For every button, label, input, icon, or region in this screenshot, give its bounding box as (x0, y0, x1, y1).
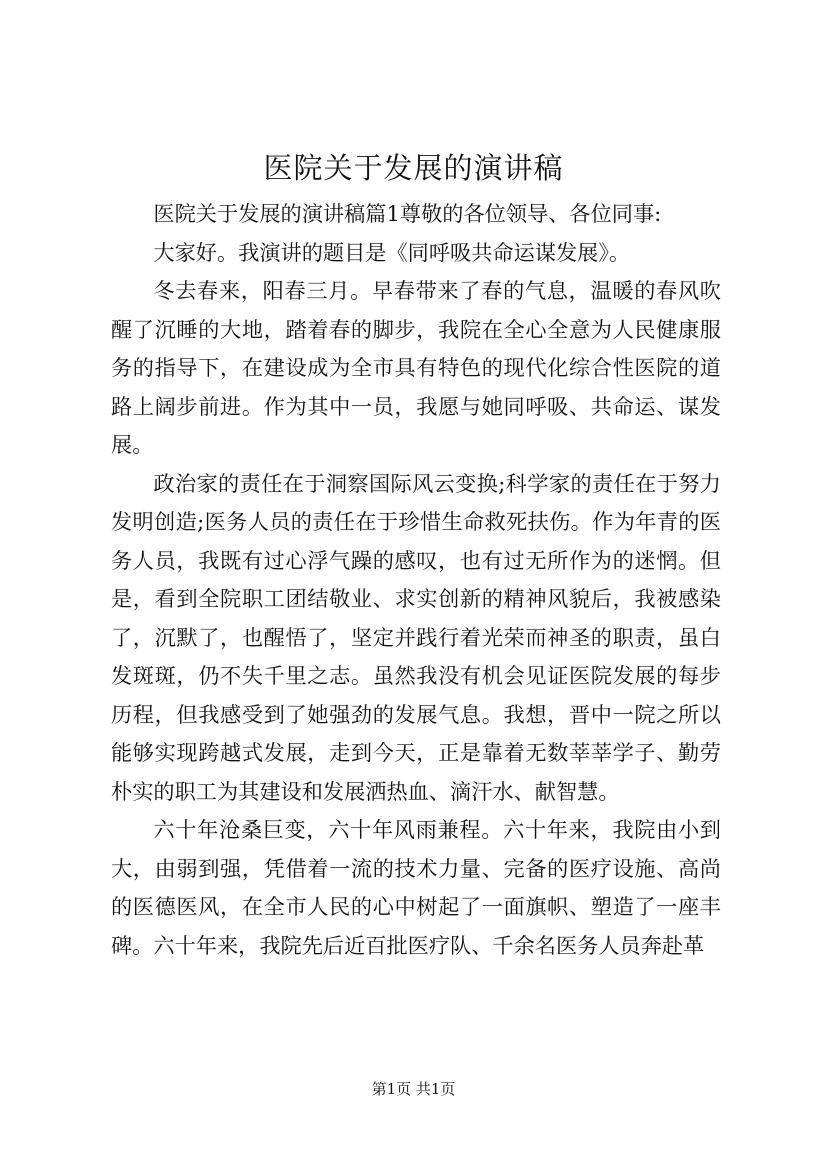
paragraph-greeting: 大家好。我演讲的题目是《同呼吸共命运谋发展》。 (153, 239, 631, 265)
paragraph-spring: 冬去春来，阳春三月。早春带来了春的气息，温暖的春风吹醒了沉睡的大地，踏着春的脚步，我院在全心全意为人民健康服务的指导下，在建设成为全市具有特色的现代化综合性医院的道路上阔步前进。作为其中一员，我愿与她同呼吸、共命运、谋发展。 (111, 278, 721, 457)
document-title: 医院关于发展的演讲稿 (263, 151, 564, 185)
paragraph-responsibility: 政治家的责任在于洞察国际风云变换;科学家的责任在于努力发明创造;医务人员的责任在于珍惜生命救死扶伤。作为年青的医务人员，我既有过心浮气躁的感叹，也有过无所作为的迷惘。但是，看到全院职工团结敬业、求实创新的精神风貌后，我被感染了，沉默了，也醒悟了，坚定并践行着光荣而神圣的职责，虽白发斑斑，仍不失千里之志。虽然我没有机会见证医院发展的每步历程，但我感受到了她强劲的发展气息。我想，晋中一院之所以能够实现跨越式发展，走到今天，正是靠着无数莘莘学子、勤劳朴实的职工为其建设和发展洒热血、滴汗水、献智慧。 (111, 470, 721, 804)
page-number-footer: 第1页 共1页 (371, 1080, 456, 1098)
document-body (111, 195, 721, 965)
paragraph-sixty-years: 六十年沧桑巨变，六十年风雨兼程。六十年来，我院由小到大，由弱到强，凭借着一流的技术力量、完备的医疗设施、高尚的医德医风，在全市人民的心中树起了一面旗帜、塑造了一座丰碑。六十年来，我院先后近百批医疗队、千余名医务人员奔赴革 (111, 817, 721, 958)
paragraph-salutation: 医院关于发展的演讲稿篇1尊敬的各位领导、各位同事: (153, 201, 662, 226)
